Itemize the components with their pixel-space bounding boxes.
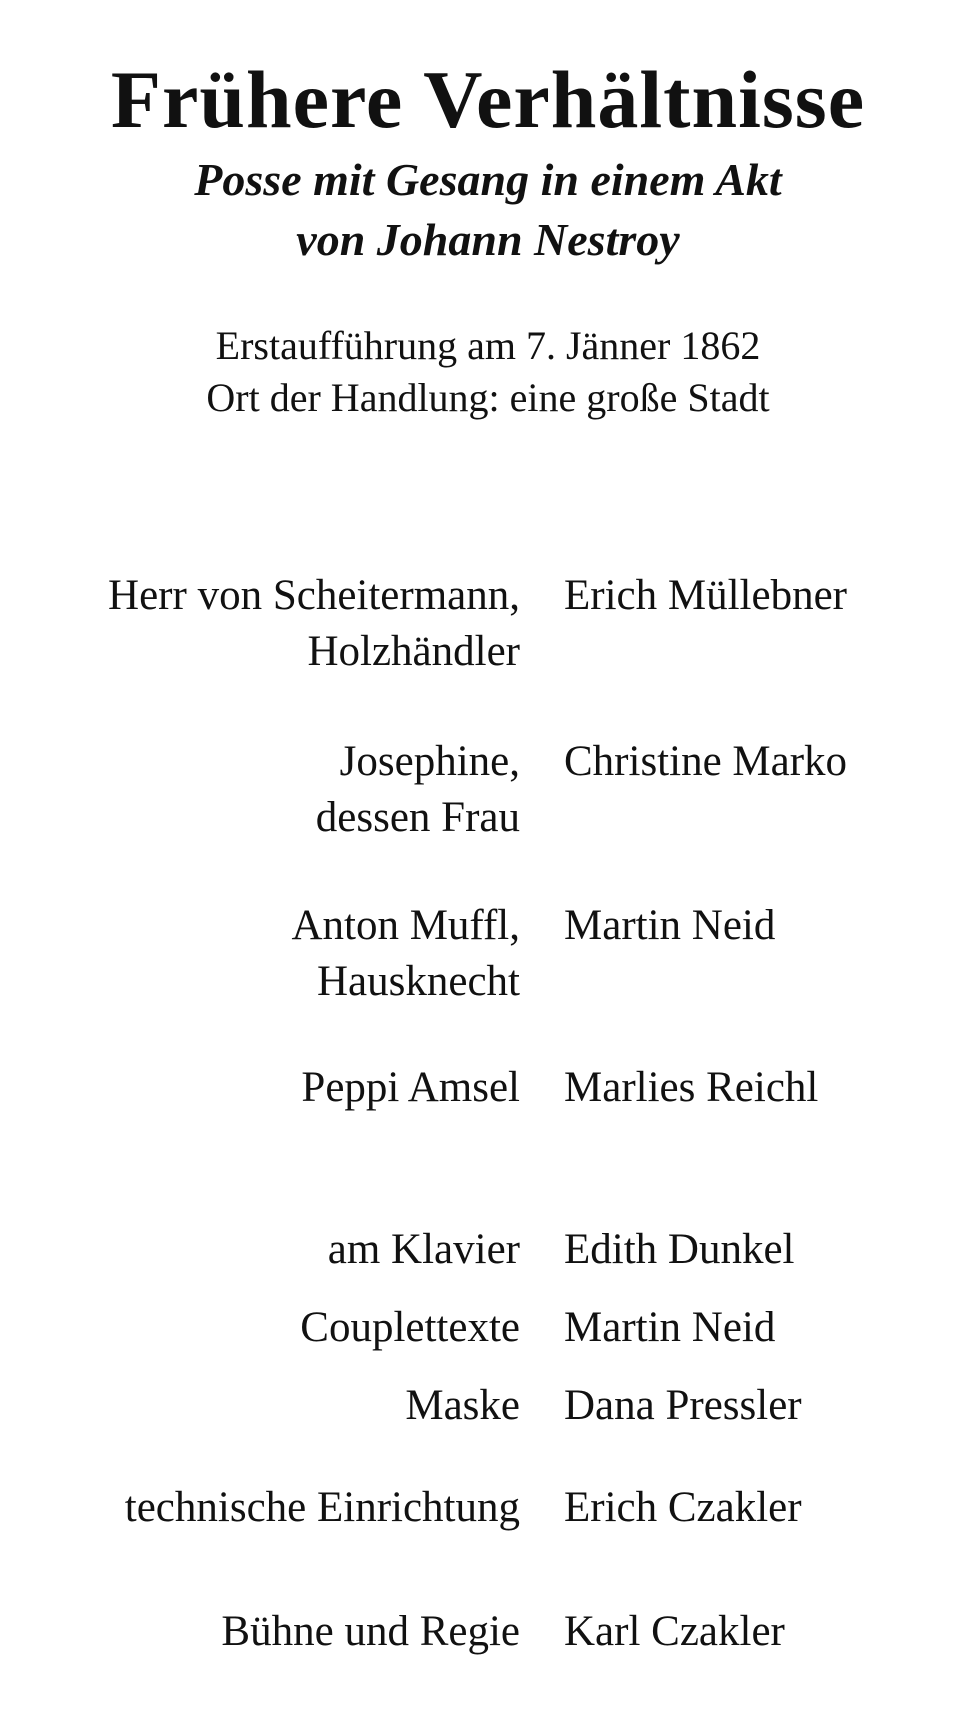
crew-role: Bühne und Regie	[221, 1608, 520, 1655]
cast-role-description: Hausknecht	[317, 958, 520, 1005]
cast-role-name: Peppi Amsel	[301, 1064, 520, 1111]
cast-actor: Martin Neid	[564, 902, 776, 949]
subtitle-genre: Posse mit Gesang in einem Akt	[194, 154, 782, 205]
cast-role-name: Anton Muffl,	[291, 902, 520, 949]
cast-role	[291, 898, 520, 1010]
cast-actor: Christine Marko	[564, 738, 848, 785]
cast-role	[316, 734, 520, 846]
cast-actor: Erich Müllebner	[564, 572, 847, 619]
crew-person: Karl Czakler	[564, 1608, 785, 1655]
cast-actor: Marlies Reichl	[564, 1064, 819, 1111]
crew-role: Maske	[405, 1382, 520, 1429]
crew-role: technische Einrichtung	[124, 1484, 520, 1531]
premiere-date: Erstaufführung am 7. Jänner 1862	[215, 323, 761, 368]
crew-person: Martin Neid	[564, 1304, 776, 1351]
cast-role	[108, 568, 520, 680]
setting-location: Ort der Handlung: eine große Stadt	[206, 375, 770, 420]
cast-role	[301, 1060, 520, 1116]
cast-role-name: Herr von Scheitermann,	[108, 572, 520, 619]
cast-role-description: Holzhändler	[307, 628, 520, 675]
subtitle-author: von Johann Nestroy	[296, 214, 680, 265]
page-title: Frühere Verhältnisse	[110, 54, 866, 145]
cast-role-name: Josephine,	[339, 738, 520, 785]
crew-person: Dana Pressler	[564, 1382, 802, 1429]
crew-role: am Klavier	[327, 1226, 520, 1273]
crew-role: Couplettexte	[300, 1304, 520, 1351]
crew-person: Edith Dunkel	[564, 1226, 795, 1273]
crew-person: Erich Czakler	[564, 1484, 802, 1531]
cast-role-description: dessen Frau	[315, 794, 520, 841]
